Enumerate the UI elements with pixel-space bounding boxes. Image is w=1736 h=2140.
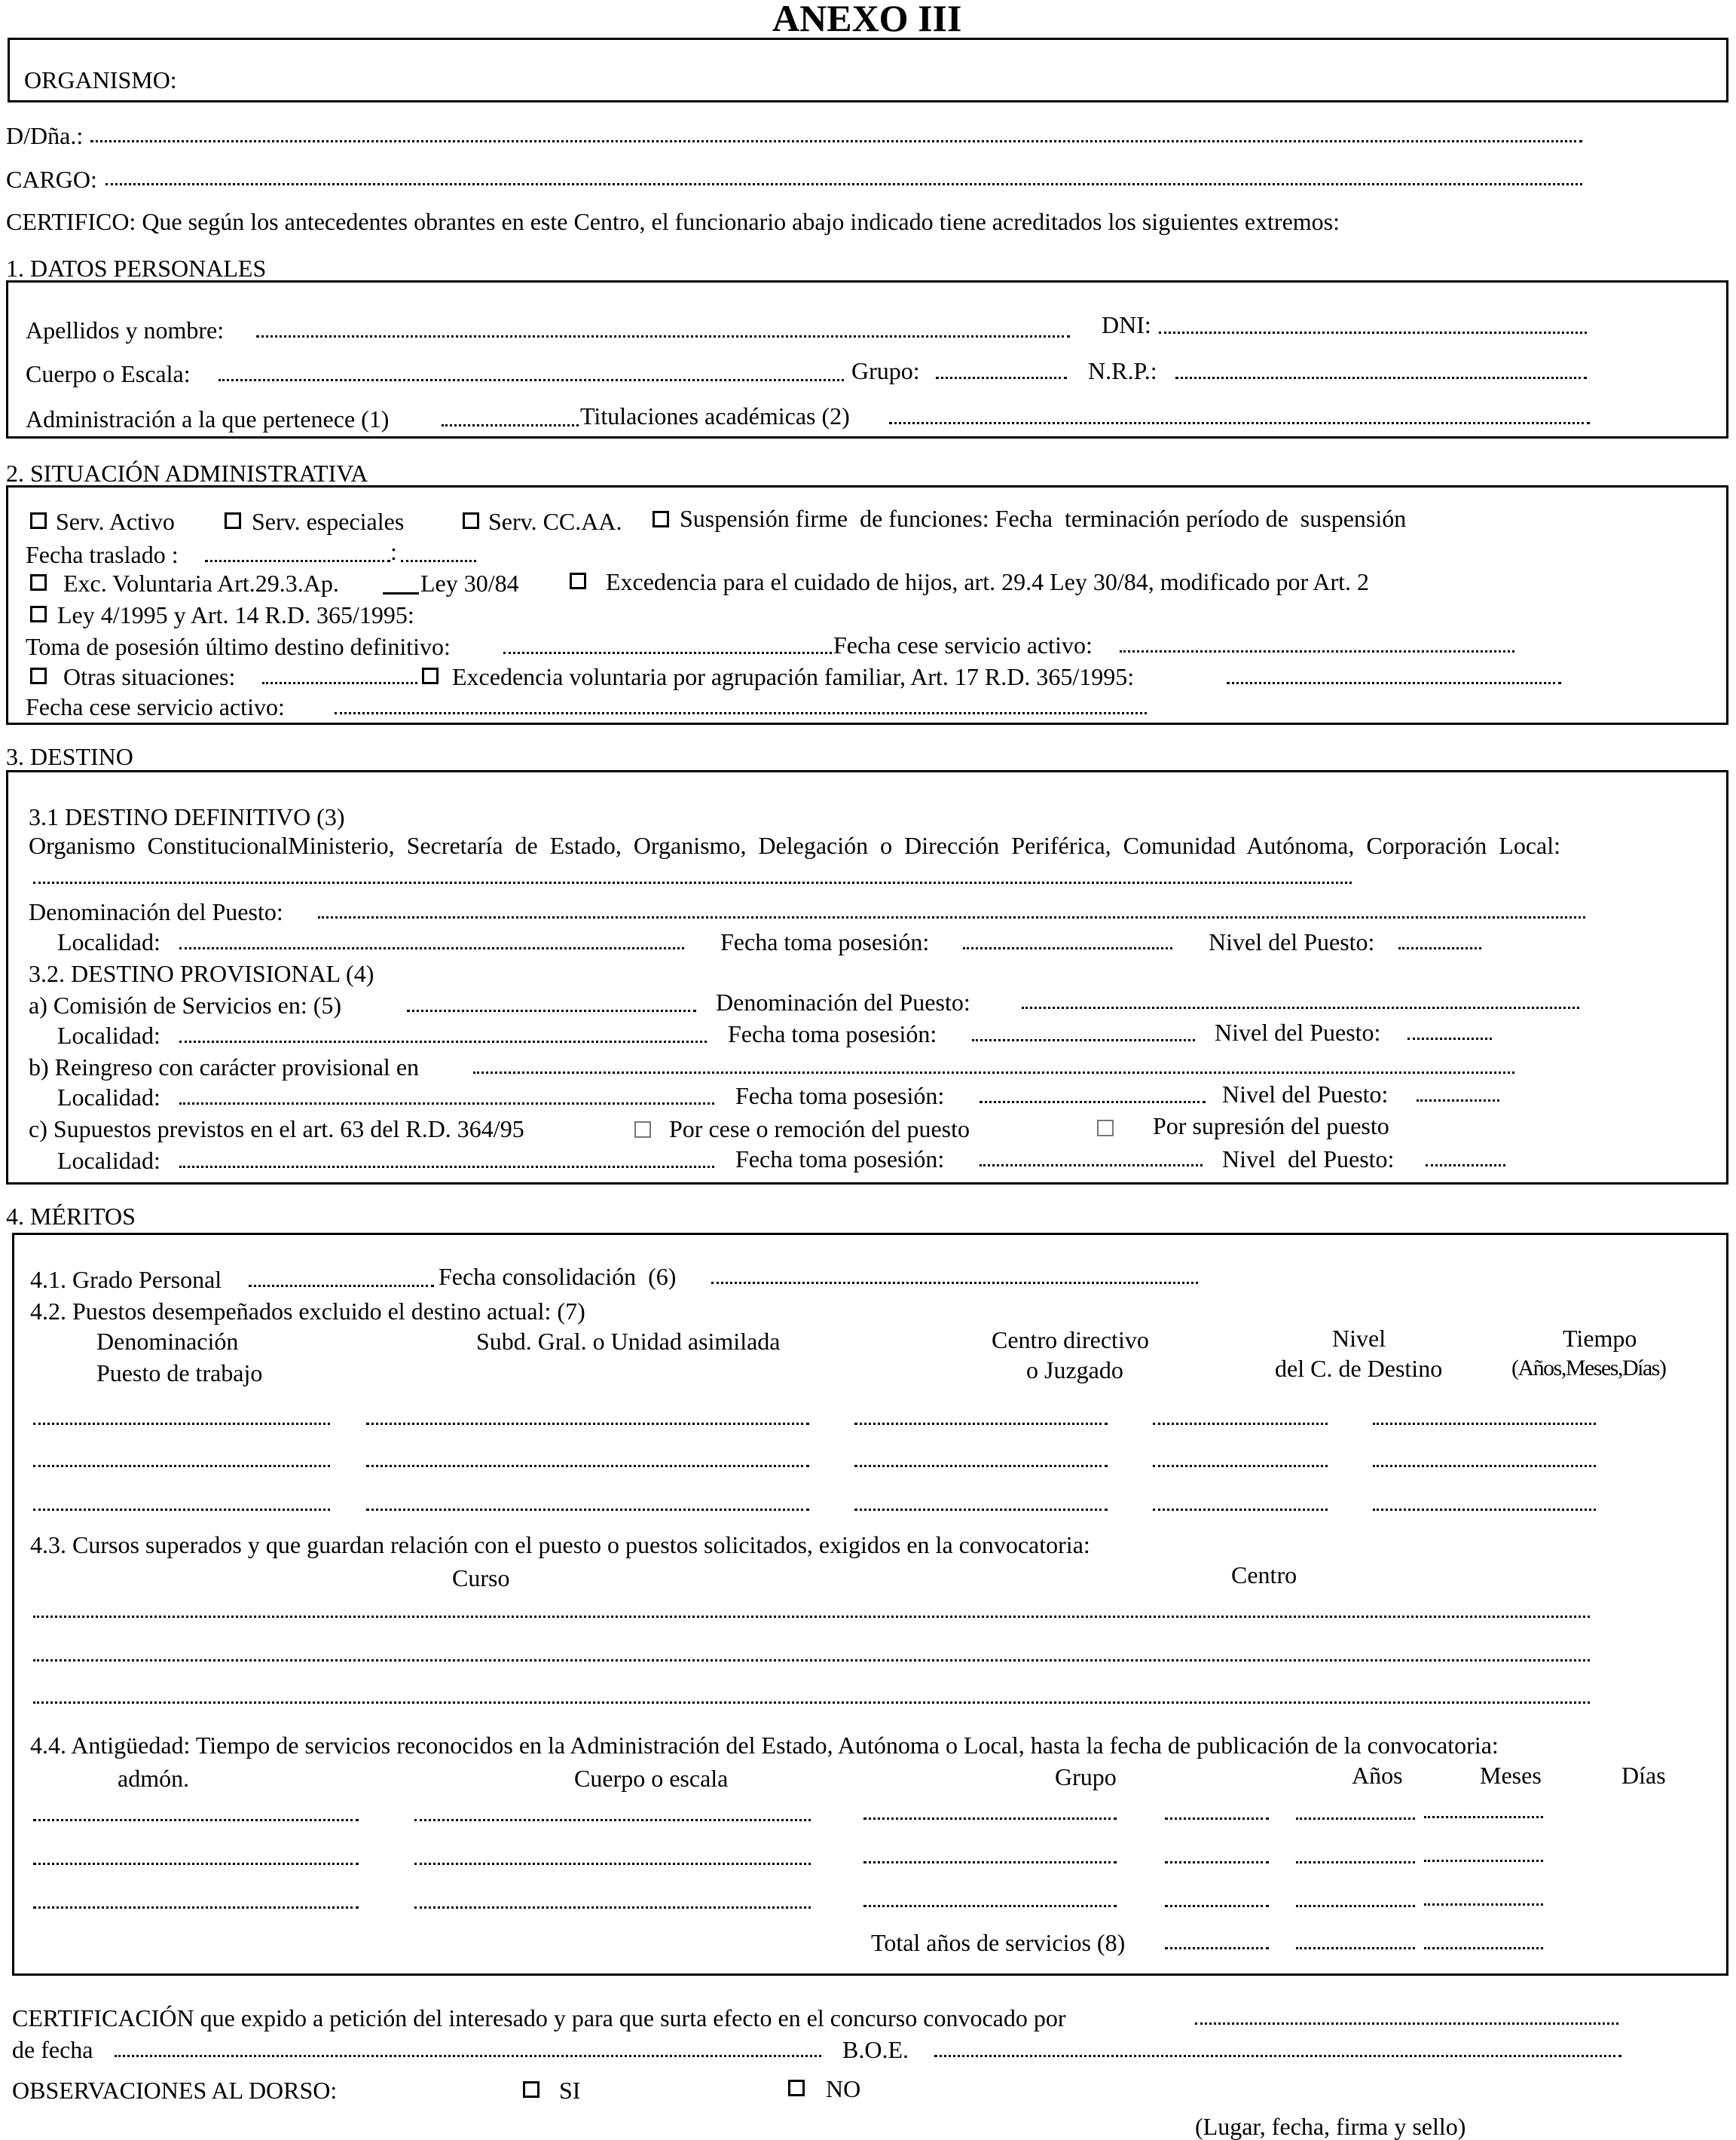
puestos-r1-tiempo[interactable] [1373,1423,1596,1425]
antig-r2-cuerpo[interactable] [414,1863,811,1865]
fecha-cese2-field[interactable] [335,712,1147,714]
fecha-toma-b-field[interactable] [980,1101,1206,1103]
exc-voluntaria-label: Exc. Voluntaria Art.29.3.Ap. [63,570,339,597]
puestos-r2-subd[interactable] [366,1465,809,1467]
fecha-consolidacion-label: Fecha consolidación (6) [439,1263,677,1290]
puestos-r1-nivel[interactable] [1153,1423,1328,1425]
exc-agrupacion-checkbox[interactable] [422,668,439,684]
col-meses: Meses [1480,1762,1542,1789]
si-label: SI [559,2077,581,2104]
total-label: Total años de servicios (8) [871,1929,1126,1956]
ley4-checkbox[interactable] [30,606,47,622]
supuestos-label: c) Supuestos previstos en el art. 63 del R.D. 364/95 [29,1115,524,1142]
antig-r1-admon[interactable] [33,1819,359,1821]
antig-r3-meses[interactable] [1296,1905,1415,1907]
comision-field[interactable] [407,1010,696,1012]
total-anos-field[interactable] [1165,1947,1269,1949]
supresion-checkbox[interactable] [1097,1120,1114,1136]
si-checkbox[interactable] [523,2081,539,2098]
dni-label: DNI: [1102,311,1151,338]
antiguedad-label: 4.4. Antigüedad: Tiempo de servicios reconocidos en la Administración del Estado, Autónoma o Local, hasta la fecha de publicación de la convocatoria: [30,1732,1499,1759]
titulaciones-label: Titulaciones académicas (2) [580,402,850,430]
s4-heading: 4. MÉRITOS [6,1203,136,1230]
s3-heading: 3. DESTINO [6,743,133,770]
antig-r2-anos[interactable] [1165,1861,1269,1863]
localidad-a-field[interactable] [179,1041,707,1043]
nivel-b-field[interactable] [1417,1099,1499,1102]
col-denominacion-2: Puesto de trabajo [96,1359,263,1386]
serv-ccaa-checkbox[interactable] [463,512,479,529]
localidad-a-label: Localidad: [57,1022,160,1049]
fecha-traslado-field-1[interactable] [205,560,390,562]
dna-field[interactable] [90,140,1582,142]
col-grupo: Grupo [1055,1763,1117,1790]
puestos-r2-tiempo[interactable] [1373,1465,1596,1467]
total-meses-field[interactable] [1296,1947,1415,1949]
otras-situaciones-field[interactable] [262,682,417,684]
serv-especiales-checkbox[interactable] [225,512,241,529]
exc-voluntaria-checkbox[interactable] [30,574,47,591]
puestos-r3-centro[interactable] [854,1509,1108,1511]
antig-r1-grupo[interactable] [863,1817,1117,1820]
certificacion-text: CERTIFICACIÓN que expido a petición del interesado y para que surta efecto en el concurso convocado por [12,2004,1066,2031]
grado-field[interactable] [249,1285,434,1287]
titulaciones-field[interactable] [889,422,1590,424]
cargo-field[interactable] [105,183,1582,185]
fecha-consolidacion-field[interactable] [711,1282,1198,1284]
nivel-label: Nivel del Puesto: [1209,928,1375,955]
boe-label: B.O.E. [842,2036,909,2063]
suspension-label: Suspensión firme de funciones: Fecha terminación período de suspensión [680,505,1407,532]
apellidos-field[interactable] [256,335,1070,338]
antig-r1-cuerpo[interactable] [414,1819,811,1821]
cese-checkbox[interactable] [634,1121,651,1138]
antig-r1-dias[interactable] [1424,1816,1543,1818]
serv-especiales-label: Serv. especiales [252,508,405,535]
col-nivel-1: Nivel [1332,1325,1386,1352]
de-fecha-label: de fecha [12,2036,93,2063]
exc-hijos-checkbox[interactable] [570,573,586,589]
antig-r1-anos[interactable] [1165,1817,1269,1820]
page-title: ANEXO III [772,0,962,39]
antig-r3-anos[interactable] [1165,1905,1269,1907]
serv-activo-label: Serv. Activo [56,508,175,535]
grado-label: 4.1. Grado Personal [30,1266,222,1293]
fecha-toma-field[interactable] [963,947,1172,949]
fecha-toma-b-label: Fecha toma posesión: [735,1082,945,1109]
cese-label: Por cese o remoción del puesto [669,1115,970,1142]
puestos-r2-denominacion[interactable] [33,1465,330,1467]
fecha-traslado-label: Fecha traslado : [26,541,179,568]
localidad-label: Localidad: [57,928,160,955]
no-checkbox[interactable] [788,2080,805,2096]
exc-apartado-field[interactable] [383,592,419,595]
col-centro-2: o Juzgado [1026,1356,1123,1383]
reingreso-field[interactable] [473,1072,1514,1074]
antig-r2-dias[interactable] [1424,1860,1543,1862]
antig-r2-meses[interactable] [1296,1861,1415,1863]
col-tiempo-2: (Años,Meses,Días) [1511,1356,1666,1380]
localidad-b-label: Localidad: [57,1084,160,1111]
total-dias-field[interactable] [1424,1947,1543,1949]
organismo-field[interactable] [33,882,1352,884]
fecha-toma-a-field[interactable] [972,1039,1195,1041]
puestos-r2-nivel[interactable] [1153,1465,1328,1467]
puestos-r3-subd[interactable] [366,1509,809,1511]
prov-title: 3.2. DESTINO PROVISIONAL (4) [29,960,374,987]
dni-field[interactable] [1159,332,1587,334]
fecha-cese-field[interactable] [1120,650,1514,653]
col-dias: Días [1621,1762,1666,1789]
denominacion-label: Denominación del Puesto: [29,898,283,925]
col-subd: Subd. Gral. o Unidad asimilada [476,1328,781,1355]
reingreso-label: b) Reingreso con carácter provisional en [29,1053,420,1081]
col-curso: Curso [452,1564,510,1591]
antig-r3-dias[interactable] [1424,1903,1543,1906]
fecha-traslado-field-2[interactable] [401,560,476,562]
dna-label: D/Dña.: [6,122,84,149]
localidad-field[interactable] [179,947,684,949]
otras-situaciones-checkbox[interactable] [30,668,47,684]
apellidos-label: Apellidos y nombre: [26,316,225,344]
s2-heading: 2. SITUACIÓN ADMINISTRATIVA [6,460,368,487]
localidad-c-field[interactable] [179,1166,714,1168]
exc-hijos-label: Excedencia para el cuidado de hijos, art. 29.4 Ley 30/84, modificado por Art. 2 [606,568,1370,595]
fecha-toma-label: Fecha toma posesión: [720,928,930,955]
puestos-r1-subd[interactable] [366,1423,809,1425]
cursos-row-3[interactable] [33,1701,1590,1704]
suspension-checkbox[interactable] [653,511,669,527]
nivel-a-field[interactable] [1407,1038,1492,1040]
col-centro: Centro [1231,1561,1297,1588]
de-fecha-field[interactable] [115,2055,821,2057]
serv-ccaa-label: Serv. CC.AA. [488,508,622,535]
exc-agrupacion-field[interactable] [1227,682,1561,684]
ley4-label: Ley 4/1995 y Art. 14 R.D. 365/1995: [57,601,414,628]
toma-posesion-field[interactable] [503,652,832,654]
antig-r3-cuerpo[interactable] [414,1906,811,1909]
exc-agrupacion-label: Excedencia voluntaria por agrupación familiar, Art. 17 R.D. 365/1995: [452,663,1135,690]
fecha-cese2-label: Fecha cese servicio activo: [26,693,285,720]
localidad-c-label: Localidad: [57,1147,160,1174]
cuerpo-label: Cuerpo o Escala: [26,360,191,387]
administracion-label: Administración a la que pertenece (1) [26,405,390,433]
nivel-a-label: Nivel del Puesto: [1215,1019,1381,1046]
puestos-r3-denominacion[interactable] [33,1509,330,1511]
col-centro-1: Centro directivo [992,1326,1149,1353]
cuerpo-field[interactable] [219,379,844,381]
puestos-r2-centro[interactable] [854,1465,1108,1467]
col-tiempo-1: Tiempo [1563,1325,1637,1352]
nrp-field[interactable] [1175,377,1587,379]
antig-r1-meses[interactable] [1296,1817,1415,1820]
observaciones-label: OBSERVACIONES AL DORSO: [12,2077,338,2104]
cursos-row-2[interactable] [33,1659,1590,1662]
nivel-c-label: Nivel del Puesto: [1222,1145,1395,1172]
organismo-box [8,38,1728,102]
cursos-label: 4.3. Cursos superados y que guardan relación con el puesto o puestos solicitados, exigidos en la convocatoria: [30,1531,1090,1558]
cargo-label: CARGO: [6,166,97,193]
administracion-field[interactable] [442,424,579,426]
puestos-r1-centro[interactable] [854,1423,1108,1425]
antig-r2-admon[interactable] [33,1863,359,1865]
traslado-separator: : [390,538,397,565]
fecha-cese-label: Fecha cese servicio activo: [833,631,1093,659]
localidad-b-field[interactable] [179,1102,714,1105]
supresion-label: Por supresión del puesto [1153,1112,1389,1139]
nivel-field[interactable] [1398,947,1481,949]
boe-field[interactable] [934,2055,1621,2057]
puestos-r3-nivel[interactable] [1153,1509,1328,1511]
grupo-label: Grupo: [851,357,920,384]
nivel-c-field[interactable] [1426,1164,1505,1166]
def-title: 3.1 DESTINO DEFINITIVO (3) [29,803,345,830]
toma-posesion-label: Toma de posesión último destino definitivo: [26,633,451,660]
no-label: NO [826,2075,861,2102]
convocado-por-field[interactable] [1195,2022,1618,2025]
antig-r3-admon[interactable] [33,1906,359,1909]
col-anos: Años [1352,1762,1403,1789]
fecha-toma-c-field[interactable] [980,1164,1203,1166]
grupo-field[interactable] [936,377,1067,379]
denominacion-b-field[interactable] [1022,1007,1579,1009]
fecha-toma-a-label: Fecha toma posesión: [728,1020,937,1047]
exc-ley-label: Ley 30/84 [420,570,519,597]
cursos-row-1[interactable] [33,1616,1590,1618]
col-denominacion-1: Denominación [96,1328,239,1355]
puestos-r3-tiempo[interactable] [1373,1509,1596,1511]
s1-heading: 1. DATOS PERSONALES [6,255,267,282]
fecha-toma-c-label: Fecha toma posesión: [735,1145,945,1172]
denominacion-b-label: Denominación del Puesto: [716,989,970,1016]
puestos-label: 4.2. Puestos desempeñados excluido el destino actual: (7) [30,1298,585,1325]
denominacion-field[interactable] [318,916,1585,919]
antig-r2-grupo[interactable] [863,1861,1117,1863]
firma-label: (Lugar, fecha, firma y sello) [1195,2113,1466,2140]
nrp-label: N.R.P.: [1088,357,1157,384]
puestos-r1-denominacion[interactable] [33,1423,330,1425]
nivel-b-label: Nivel del Puesto: [1222,1081,1389,1108]
organismo-line: Organismo ConstitucionalMinisterio, Secretaría de Estado, Organismo, Delegación o Dirección Periférica, Comunidad Autónoma, Corporación Local: [29,832,1560,859]
comision-label: a) Comisión de Servicios en: (5) [29,992,342,1019]
serv-activo-checkbox[interactable] [30,512,47,529]
col-admon: admón. [118,1765,190,1792]
col-cuerpo: Cuerpo o escala [574,1765,729,1792]
col-nivel-2: del C. de Destino [1275,1355,1443,1382]
otras-situaciones-label: Otras situaciones: [63,663,236,690]
organismo-label: ORGANISMO: [24,66,177,93]
antig-r3-grupo[interactable] [863,1905,1117,1907]
certifico-text: CERTIFICO: Que según los antecedentes obrantes en este Centro, el funcionario abajo indicado tiene acreditados los siguientes extremos: [6,208,1340,235]
